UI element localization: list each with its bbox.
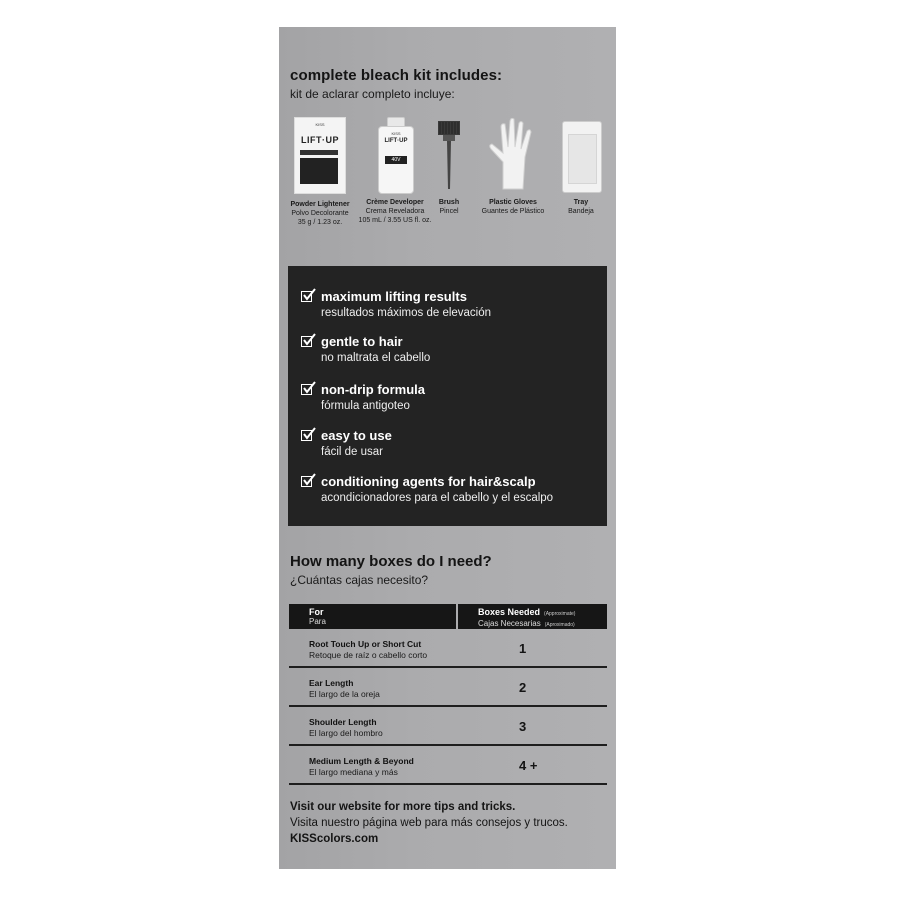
table-header: [289, 604, 607, 629]
benefits-panel: maximum lifting results resultados máximos de elevación gentle to hair no maltrata el cabello non-drip formula fórmula antigoteo easy to use fácil de usar conditioning agents for hair&scalp acondicionadores para el cabello y el escalpo: [288, 266, 607, 526]
packet-title: LIFT·UP: [301, 135, 339, 145]
boxes-subtitle: ¿Cuántas cajas necesito?: [290, 573, 429, 587]
checkbox-icon: [301, 291, 312, 302]
kit-item-tray: [555, 117, 607, 216]
kit-subtitle: kit de aclarar completo incluye:: [290, 87, 455, 101]
product-box-back: [279, 27, 616, 869]
packet-brand: KISS: [315, 122, 325, 127]
glove-icon: [483, 117, 543, 192]
brush-icon: [434, 117, 464, 192]
box-count: 3: [519, 719, 527, 734]
box-count: 2: [519, 680, 527, 695]
header-for: For Para: [289, 604, 456, 629]
brush-caption: Brush Pincel: [438, 199, 460, 215]
powder-caption: Powder Lightener Polvo Decolorante 35 g / 1.23 oz.: [290, 201, 350, 226]
kit-item-developer: [355, 117, 435, 225]
checkbox-icon: [301, 430, 312, 441]
bottle-vol: 40V: [385, 156, 407, 164]
tray-caption: Tray Bandeja: [568, 199, 594, 215]
table-row: Medium Length & Beyond El largo mediana y más 4 +: [289, 746, 607, 785]
footer-line-en: Visit our website for more tips and tricks.: [290, 801, 516, 813]
powder-packet-image: [294, 117, 346, 194]
footer-line-es: Visita nuestro página web para más consejos y trucos.: [290, 817, 568, 829]
boxes-table: [289, 604, 607, 785]
box-count: 4 +: [519, 758, 538, 773]
bottle-title: LIFT·UP: [384, 138, 408, 144]
boxes-title: How many boxes do I need?: [290, 553, 492, 570]
bottle-brand: KISS: [391, 131, 401, 136]
table-row: Shoulder Length El largo del hombro 3: [289, 707, 607, 746]
tray-icon: [562, 117, 600, 192]
kit-item-powder: [285, 117, 355, 227]
kit-item-brush: [429, 117, 469, 216]
header-boxes-needed: Boxes Needed (Approximate) Cajas Necesarias (Aproximado): [458, 604, 607, 629]
kit-title: complete bleach kit includes:: [290, 67, 503, 84]
developer-bottle-image: [377, 117, 413, 192]
checkbox-icon: [301, 336, 312, 347]
checkbox-icon: [301, 476, 312, 487]
checkbox-icon: [301, 384, 312, 395]
gloves-caption: Plastic Gloves Guantes de Plástico: [481, 199, 545, 215]
box-count: 1: [519, 641, 527, 656]
footer: [290, 799, 568, 847]
developer-caption: Crème Developer Crema Reveladora 105 mL / 3.55 US fl. oz.: [358, 199, 432, 224]
table-row: Root Touch Up or Short Cut Retoque de raíz o cabello corto 1: [289, 629, 607, 668]
table-row: Ear Length El largo de la oreja 2: [289, 668, 607, 707]
kit-item-gloves: [477, 117, 549, 216]
website-url: KISScolors.com: [290, 833, 379, 845]
